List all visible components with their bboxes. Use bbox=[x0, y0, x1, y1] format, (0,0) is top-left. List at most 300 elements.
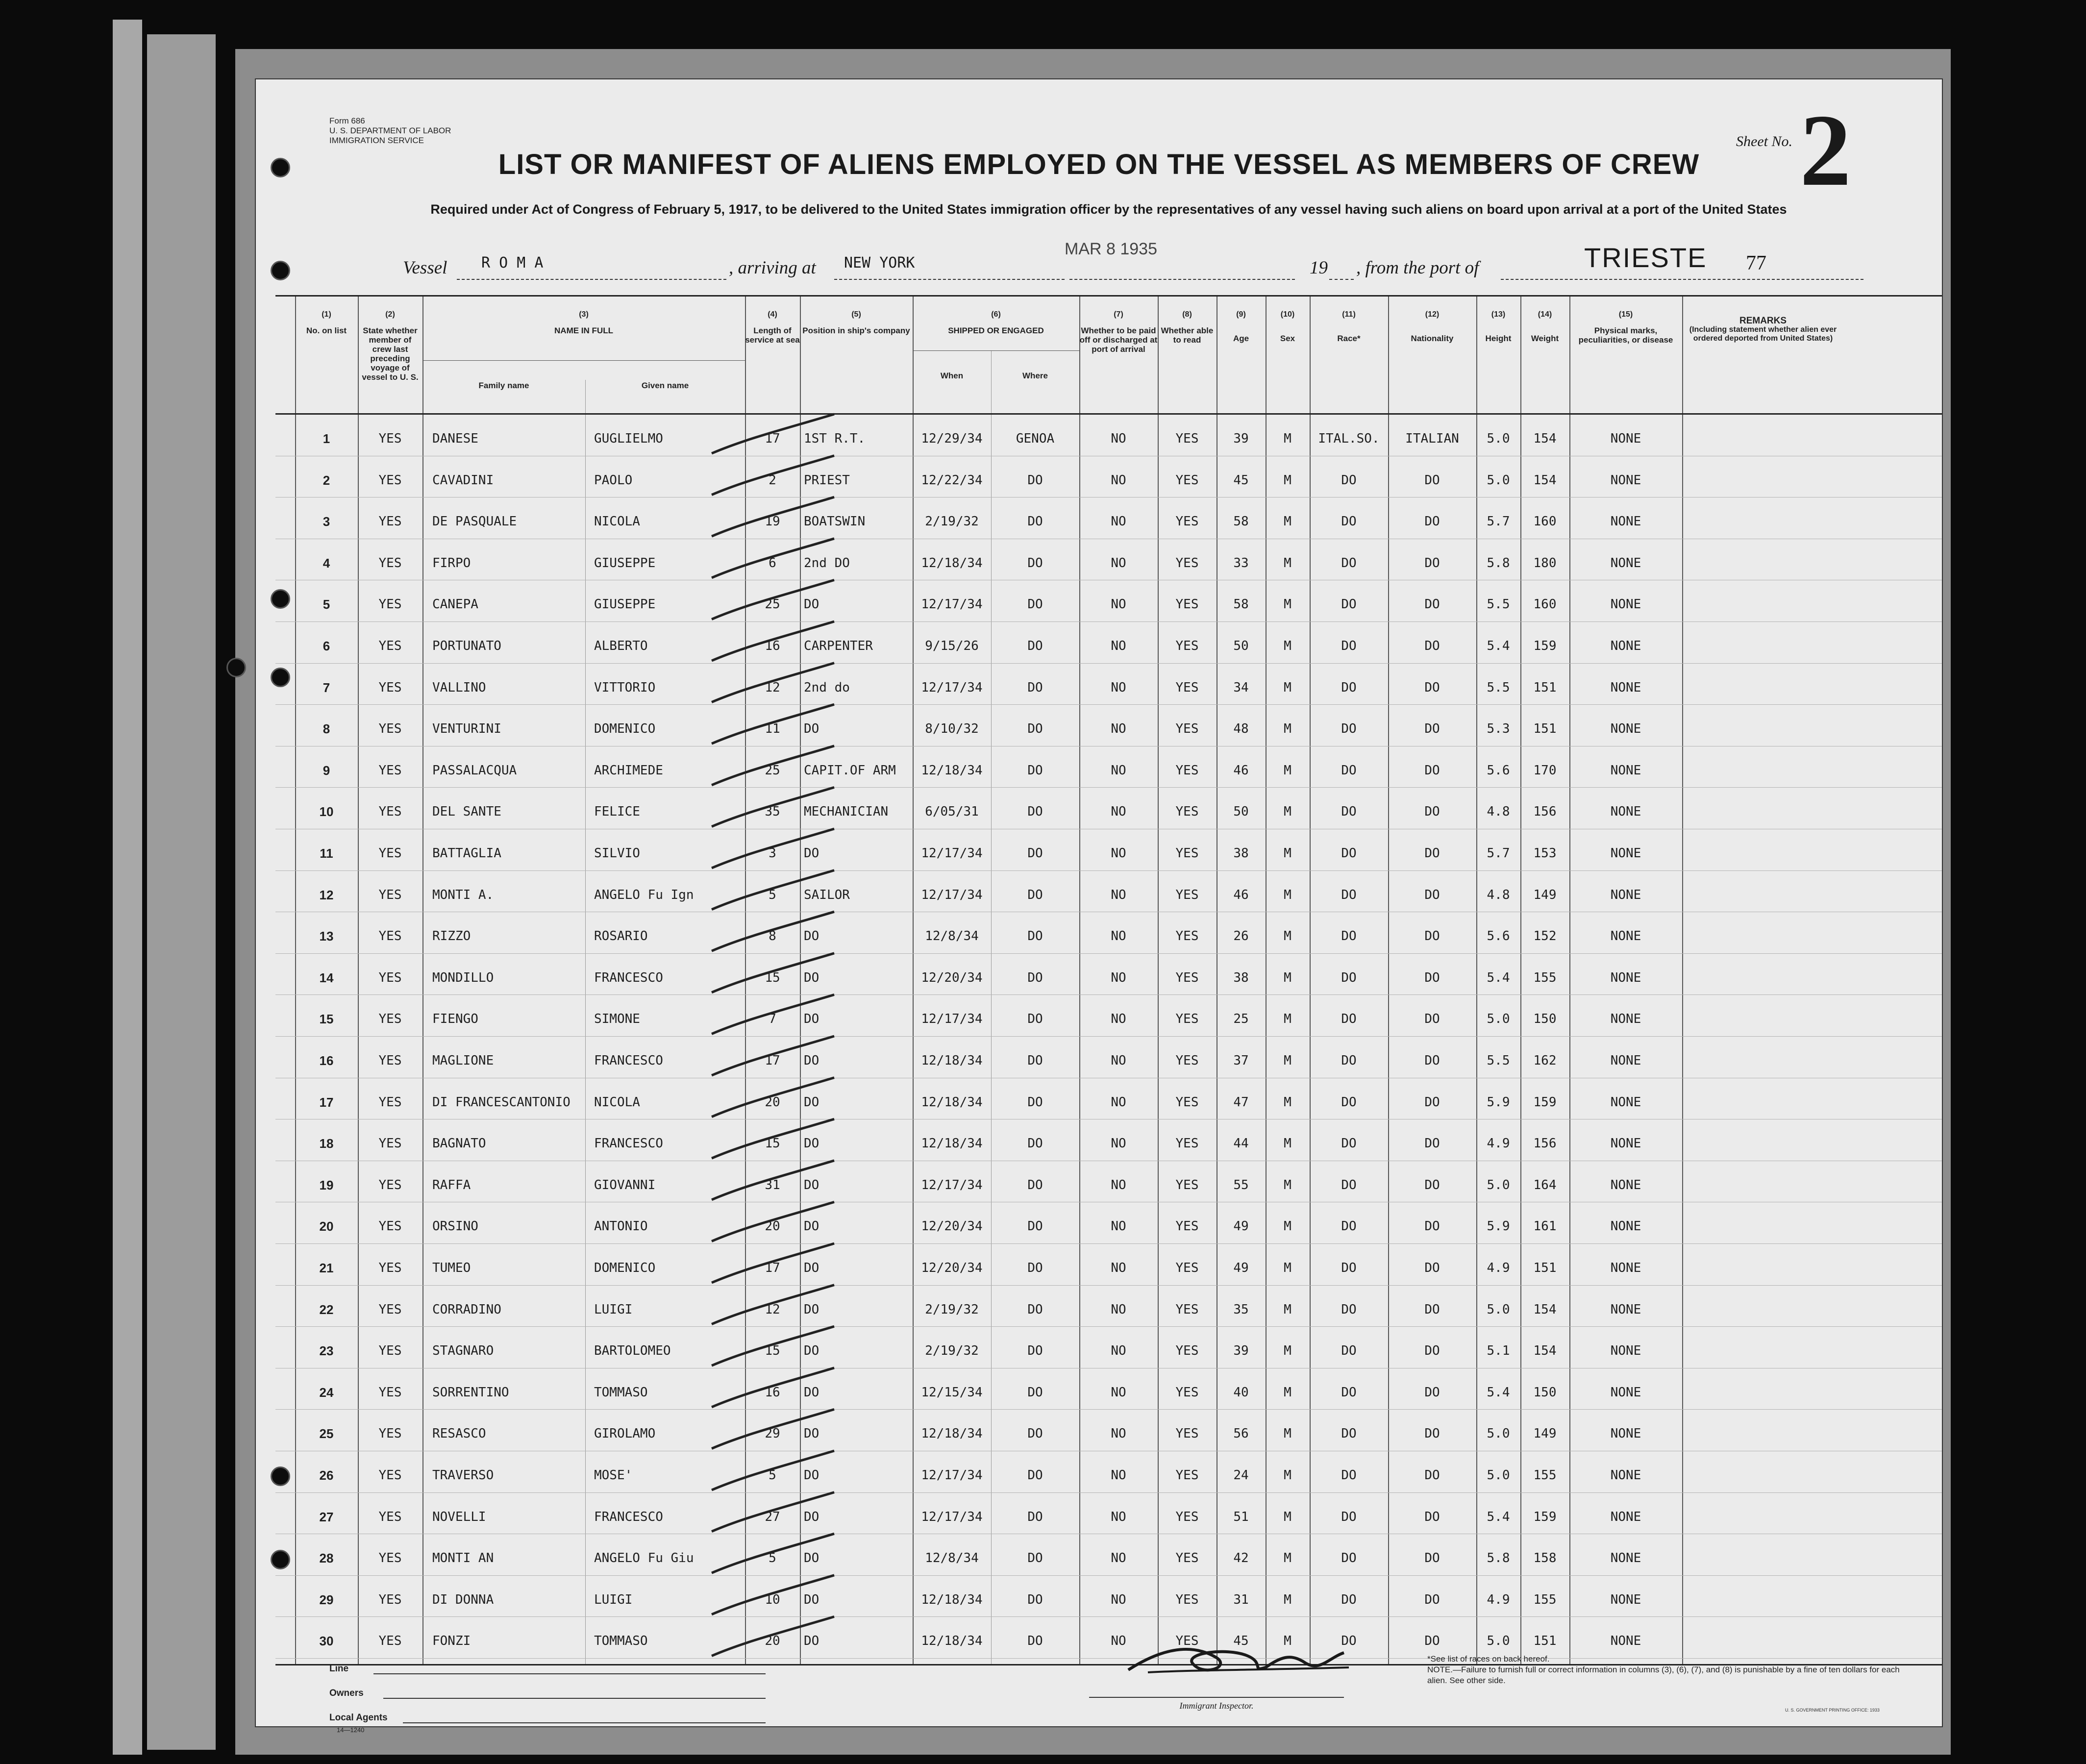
cell-given-name: MOSE' bbox=[594, 1468, 633, 1483]
cell-paid-off: NO bbox=[1111, 680, 1126, 695]
cell-nationality: ITALIAN bbox=[1405, 431, 1459, 446]
cell-able-to-read: YES bbox=[1175, 1634, 1199, 1649]
check-stroke bbox=[712, 994, 834, 1034]
cell-family-name: DANESE bbox=[432, 431, 478, 446]
cell-shipped-when: 6/05/31 bbox=[925, 804, 979, 820]
cell-able-to-read: YES bbox=[1175, 1551, 1199, 1566]
port-number: 77 bbox=[1746, 252, 1766, 274]
cell-shipped-where: DO bbox=[1027, 804, 1043, 820]
cell-age: 40 bbox=[1233, 1385, 1249, 1400]
cell-age: 38 bbox=[1233, 970, 1249, 985]
cell-race: DO bbox=[1341, 887, 1357, 902]
cell-given-name: DOMENICO bbox=[594, 1261, 656, 1275]
cell-able-to-read: YES bbox=[1175, 680, 1199, 695]
header-race: (11) Race* bbox=[1337, 310, 1361, 343]
cell-age: 39 bbox=[1233, 1343, 1249, 1359]
cell-age: 50 bbox=[1233, 639, 1249, 653]
cell-length-of-service: 17 bbox=[765, 1261, 780, 1275]
cell-height: 5.0 bbox=[1487, 1012, 1510, 1027]
cell-able-to-read: YES bbox=[1175, 1012, 1199, 1027]
row-rule bbox=[275, 953, 1942, 954]
cell-position: DO bbox=[804, 1136, 820, 1151]
cell-physical-marks: NONE bbox=[1610, 721, 1641, 737]
cell-sex: M bbox=[1284, 804, 1291, 820]
cell-row-number: 1 bbox=[323, 431, 330, 446]
cell-paid-off: NO bbox=[1111, 1219, 1126, 1234]
cell-race: DO bbox=[1341, 1094, 1357, 1110]
cell-previous-voyage: YES bbox=[378, 1136, 402, 1151]
cell-family-name: VENTURINI bbox=[432, 721, 501, 737]
cell-paid-off: NO bbox=[1111, 597, 1126, 612]
cell-sex: M bbox=[1284, 680, 1291, 695]
year-label: 19 bbox=[1310, 258, 1328, 278]
cell-paid-off: NO bbox=[1111, 1551, 1126, 1566]
cell-length-of-service: 27 bbox=[765, 1509, 780, 1524]
cell-age: 58 bbox=[1233, 514, 1249, 529]
cell-physical-marks: NONE bbox=[1610, 887, 1641, 902]
cell-physical-marks: NONE bbox=[1610, 1551, 1641, 1566]
cell-weight: 154 bbox=[1533, 1302, 1557, 1317]
cell-family-name: MONTI AN bbox=[432, 1551, 494, 1566]
cell-race: DO bbox=[1341, 1012, 1357, 1027]
cell-shipped-where: DO bbox=[1027, 1302, 1043, 1317]
cell-sex: M bbox=[1284, 929, 1291, 944]
cell-height: 4.9 bbox=[1487, 1136, 1510, 1151]
cell-position: DO bbox=[804, 721, 820, 737]
vessel-name: R O M A bbox=[481, 254, 544, 272]
vessel-label: Vessel bbox=[403, 258, 447, 278]
row-rule bbox=[275, 663, 1942, 664]
cell-family-name: RESASCO bbox=[432, 1426, 486, 1441]
races-note: *See list of races on back hereof. bbox=[1427, 1654, 1550, 1664]
cell-weight: 149 bbox=[1533, 887, 1557, 902]
cell-position: DO bbox=[804, 1177, 820, 1193]
cell-able-to-read: YES bbox=[1175, 1468, 1199, 1483]
cell-position: DO bbox=[804, 970, 820, 985]
cell-paid-off: NO bbox=[1111, 1385, 1126, 1400]
cell-shipped-when: 12/8/34 bbox=[925, 929, 979, 944]
cell-row-number: 17 bbox=[319, 1094, 334, 1110]
cell-nationality: DO bbox=[1424, 639, 1440, 653]
header-position: (5) Position in ship's company bbox=[802, 310, 910, 335]
cell-row-number: 6 bbox=[323, 639, 330, 653]
cell-race: DO bbox=[1341, 1219, 1357, 1234]
cell-shipped-where: GENOA bbox=[1016, 431, 1055, 446]
cell-able-to-read: YES bbox=[1175, 804, 1199, 820]
cell-row-number: 10 bbox=[319, 804, 334, 820]
cell-shipped-where: DO bbox=[1027, 555, 1043, 571]
cell-shipped-when: 12/15/34 bbox=[921, 1385, 983, 1400]
cell-nationality: DO bbox=[1424, 929, 1440, 944]
cell-position: DO bbox=[804, 1219, 820, 1234]
cell-row-number: 19 bbox=[319, 1177, 334, 1193]
cell-shipped-when: 9/15/26 bbox=[925, 639, 979, 653]
cell-weight: 151 bbox=[1533, 1634, 1557, 1649]
cell-paid-off: NO bbox=[1111, 1177, 1126, 1193]
cell-race: DO bbox=[1341, 929, 1357, 944]
header-paid-off: (7) Whether to be paid off or discharged at port of arrival bbox=[1079, 310, 1158, 354]
header-able-to-read: (8) Whether able to read bbox=[1161, 310, 1214, 345]
cell-able-to-read: YES bbox=[1175, 1136, 1199, 1151]
cell-age: 55 bbox=[1233, 1177, 1249, 1193]
cell-shipped-where: DO bbox=[1027, 1094, 1043, 1110]
cell-nationality: DO bbox=[1424, 1219, 1440, 1234]
cell-physical-marks: NONE bbox=[1610, 431, 1641, 446]
cell-position: DO bbox=[804, 1094, 820, 1110]
cell-length-of-service: 7 bbox=[769, 1012, 776, 1027]
footer-line-label: Line bbox=[329, 1664, 349, 1674]
cell-sex: M bbox=[1284, 1012, 1291, 1027]
cell-paid-off: NO bbox=[1111, 1012, 1126, 1027]
cell-previous-voyage: YES bbox=[378, 1343, 402, 1359]
cell-family-name: NOVELLI bbox=[432, 1509, 486, 1524]
cell-able-to-read: YES bbox=[1175, 639, 1199, 653]
cell-height: 5.8 bbox=[1487, 555, 1510, 571]
cell-weight: 170 bbox=[1533, 763, 1557, 778]
cell-family-name: STAGNARO bbox=[432, 1343, 494, 1359]
cell-previous-voyage: YES bbox=[378, 1426, 402, 1441]
cell-sex: M bbox=[1284, 1343, 1291, 1359]
cell-given-name: DOMENICO bbox=[594, 721, 656, 737]
footer-agents-label: Local Agents bbox=[329, 1713, 388, 1723]
cell-sex: M bbox=[1284, 970, 1291, 985]
cell-height: 4.8 bbox=[1487, 887, 1510, 902]
cell-previous-voyage: YES bbox=[378, 970, 402, 985]
cell-family-name: TRAVERSO bbox=[432, 1468, 494, 1483]
cell-length-of-service: 17 bbox=[765, 1053, 780, 1068]
cell-previous-voyage: YES bbox=[378, 1012, 402, 1027]
check-stroke bbox=[712, 414, 834, 453]
header-age: (9) Age bbox=[1233, 310, 1249, 343]
cell-nationality: DO bbox=[1424, 1012, 1440, 1027]
cell-sex: M bbox=[1284, 1426, 1291, 1441]
cell-physical-marks: NONE bbox=[1610, 1343, 1641, 1359]
cell-race: DO bbox=[1341, 721, 1357, 737]
cell-nationality: DO bbox=[1424, 1343, 1440, 1359]
cell-shipped-where: DO bbox=[1027, 1012, 1043, 1027]
cell-height: 5.4 bbox=[1487, 1385, 1510, 1400]
cell-age: 47 bbox=[1233, 1094, 1249, 1110]
cell-family-name: ORSINO bbox=[432, 1219, 478, 1234]
cell-position: DO bbox=[804, 846, 820, 861]
cell-shipped-when: 12/22/34 bbox=[921, 472, 983, 488]
cell-sex: M bbox=[1284, 514, 1291, 529]
cell-shipped-when: 12/20/34 bbox=[921, 1219, 983, 1234]
cell-sex: M bbox=[1284, 763, 1291, 778]
cell-shipped-when: 12/18/34 bbox=[921, 1053, 983, 1068]
penalty-note: NOTE.—Failure to furnish full or correct information in columns (3), (6), (7), and (8) is punishable by a fine of ten dollars for each alien. See other side. bbox=[1427, 1665, 1900, 1685]
cell-length-of-service: 19 bbox=[765, 514, 780, 529]
cell-row-number: 28 bbox=[319, 1551, 334, 1566]
form-number: Form 686 bbox=[329, 116, 365, 125]
cell-length-of-service: 31 bbox=[765, 1177, 780, 1193]
cell-physical-marks: NONE bbox=[1610, 1261, 1641, 1275]
header-weight: (14) Weight bbox=[1531, 310, 1559, 343]
cell-age: 39 bbox=[1233, 431, 1249, 446]
cell-family-name: PORTUNATO bbox=[432, 639, 501, 653]
cell-length-of-service: 15 bbox=[765, 1343, 780, 1359]
cell-age: 50 bbox=[1233, 804, 1249, 820]
cell-previous-voyage: YES bbox=[378, 1177, 402, 1193]
cell-length-of-service: 5 bbox=[769, 1551, 776, 1566]
cell-height: 5.0 bbox=[1487, 431, 1510, 446]
cell-shipped-where: DO bbox=[1027, 763, 1043, 778]
cell-able-to-read: YES bbox=[1175, 1053, 1199, 1068]
cell-weight: 152 bbox=[1533, 929, 1557, 944]
cell-paid-off: NO bbox=[1111, 1094, 1126, 1110]
row-rule bbox=[275, 621, 1942, 622]
cell-height: 5.6 bbox=[1487, 763, 1510, 778]
cell-sex: M bbox=[1284, 639, 1291, 653]
cell-height: 5.0 bbox=[1487, 472, 1510, 488]
cell-length-of-service: 15 bbox=[765, 1136, 780, 1151]
cell-height: 4.9 bbox=[1487, 1261, 1510, 1275]
cell-shipped-where: DO bbox=[1027, 639, 1043, 653]
cell-weight: 156 bbox=[1533, 804, 1557, 820]
cell-shipped-where: DO bbox=[1027, 1136, 1043, 1151]
cell-race: DO bbox=[1341, 1177, 1357, 1193]
cell-physical-marks: NONE bbox=[1610, 1012, 1641, 1027]
cell-row-number: 23 bbox=[319, 1343, 334, 1359]
cell-sex: M bbox=[1284, 1302, 1291, 1317]
cell-family-name: MAGLIONE bbox=[432, 1053, 494, 1068]
cell-paid-off: NO bbox=[1111, 846, 1126, 861]
cell-weight: 154 bbox=[1533, 1343, 1557, 1359]
cell-given-name: LUIGI bbox=[594, 1592, 633, 1607]
cell-age: 45 bbox=[1233, 1634, 1249, 1649]
cell-given-name: GIOVANNI bbox=[594, 1177, 656, 1193]
cell-height: 5.4 bbox=[1487, 1509, 1510, 1524]
cell-given-name: SIMONE bbox=[594, 1012, 640, 1027]
cell-shipped-when: 12/18/34 bbox=[921, 1426, 983, 1441]
cell-shipped-when: 12/17/34 bbox=[921, 680, 983, 695]
cell-given-name: TOMMASO bbox=[594, 1385, 648, 1400]
cell-paid-off: NO bbox=[1111, 431, 1126, 446]
check-stroke bbox=[712, 787, 834, 826]
cell-age: 58 bbox=[1233, 597, 1249, 612]
cell-row-number: 9 bbox=[323, 763, 330, 778]
cell-age: 46 bbox=[1233, 887, 1249, 902]
cell-length-of-service: 11 bbox=[765, 721, 780, 737]
cell-shipped-when: 12/18/34 bbox=[921, 1136, 983, 1151]
cell-race: DO bbox=[1341, 1634, 1357, 1649]
cell-able-to-read: YES bbox=[1175, 846, 1199, 861]
cell-able-to-read: YES bbox=[1175, 1592, 1199, 1607]
check-stroke bbox=[712, 1078, 834, 1117]
cell-previous-voyage: YES bbox=[378, 1053, 402, 1068]
cell-previous-voyage: YES bbox=[378, 472, 402, 488]
cell-given-name: BARTOLOMEO bbox=[594, 1343, 671, 1359]
cell-shipped-when: 12/17/34 bbox=[921, 887, 983, 902]
cell-given-name: TOMMASO bbox=[594, 1634, 648, 1649]
cell-given-name: FRANCESCO bbox=[594, 1136, 663, 1151]
cell-nationality: DO bbox=[1424, 1094, 1440, 1110]
cell-shipped-where: DO bbox=[1027, 1385, 1043, 1400]
check-stroke bbox=[712, 953, 834, 993]
cell-row-number: 11 bbox=[320, 846, 333, 861]
cell-sex: M bbox=[1284, 1385, 1291, 1400]
cell-nationality: DO bbox=[1424, 970, 1440, 985]
cell-age: 42 bbox=[1233, 1551, 1249, 1566]
cell-sex: M bbox=[1284, 1551, 1291, 1566]
cell-paid-off: NO bbox=[1111, 1136, 1126, 1151]
cell-physical-marks: NONE bbox=[1610, 1302, 1641, 1317]
cell-paid-off: NO bbox=[1111, 929, 1126, 944]
header-shipped-when: When bbox=[940, 371, 964, 380]
check-stroke bbox=[712, 580, 834, 619]
cell-position: DO bbox=[804, 1551, 820, 1566]
cell-given-name: GIUSEPPE bbox=[594, 597, 656, 612]
cell-previous-voyage: YES bbox=[378, 763, 402, 778]
cell-race: DO bbox=[1341, 1343, 1357, 1359]
cell-nationality: DO bbox=[1424, 887, 1440, 902]
cell-position: DO bbox=[804, 1509, 820, 1524]
header-shipped-or-engaged: (6) SHIPPED OR ENGAGED bbox=[948, 310, 1044, 335]
cell-given-name: VITTORIO bbox=[594, 680, 656, 695]
inspector-signature bbox=[1118, 1623, 1373, 1687]
cell-previous-voyage: YES bbox=[378, 804, 402, 820]
cell-nationality: DO bbox=[1424, 1302, 1440, 1317]
form-service: IMMIGRATION SERVICE bbox=[329, 136, 424, 145]
check-stroke bbox=[712, 1036, 834, 1075]
cell-physical-marks: NONE bbox=[1610, 1177, 1641, 1193]
cell-race: DO bbox=[1341, 1509, 1357, 1524]
cell-race: DO bbox=[1341, 763, 1357, 778]
cell-age: 49 bbox=[1233, 1219, 1249, 1234]
cell-previous-voyage: YES bbox=[378, 555, 402, 571]
cell-age: 37 bbox=[1233, 1053, 1249, 1068]
cell-physical-marks: NONE bbox=[1610, 1136, 1641, 1151]
cell-weight: 159 bbox=[1533, 639, 1557, 653]
cell-height: 5.7 bbox=[1487, 846, 1510, 861]
cell-weight: 150 bbox=[1533, 1012, 1557, 1027]
cell-age: 26 bbox=[1233, 929, 1249, 944]
cell-able-to-read: YES bbox=[1175, 1509, 1199, 1524]
crew-manifest-table bbox=[275, 295, 1942, 1665]
cell-paid-off: NO bbox=[1111, 1343, 1126, 1359]
cell-nationality: DO bbox=[1424, 1468, 1440, 1483]
cell-physical-marks: NONE bbox=[1610, 514, 1641, 529]
cell-sex: M bbox=[1284, 555, 1291, 571]
cell-sex: M bbox=[1284, 1592, 1291, 1607]
cell-row-number: 18 bbox=[319, 1136, 334, 1151]
cell-race: DO bbox=[1341, 1385, 1357, 1400]
cell-race: DO bbox=[1341, 1551, 1357, 1566]
cell-able-to-read: YES bbox=[1175, 887, 1199, 902]
cell-length-of-service: 15 bbox=[765, 970, 780, 985]
header-family-name: Family name bbox=[478, 381, 529, 390]
check-stroke bbox=[712, 539, 834, 578]
cell-paid-off: NO bbox=[1111, 721, 1126, 737]
cell-row-number: 27 bbox=[319, 1509, 334, 1524]
header-physical-marks: (15) Physical marks, peculiarities, or disease bbox=[1578, 310, 1673, 345]
cell-nationality: DO bbox=[1424, 846, 1440, 861]
cell-paid-off: NO bbox=[1111, 472, 1126, 488]
cell-shipped-when: 12/17/34 bbox=[921, 1468, 983, 1483]
cell-family-name: FIRPO bbox=[432, 555, 471, 571]
cell-family-name: RIZZO bbox=[432, 929, 471, 944]
cell-family-name: MONDILLO bbox=[432, 970, 494, 985]
cell-paid-off: NO bbox=[1111, 763, 1126, 778]
cell-family-name: VALLINO bbox=[432, 680, 486, 695]
cell-given-name: ANGELO Fu Giu bbox=[594, 1551, 694, 1566]
header-sex: (10) Sex bbox=[1280, 310, 1295, 343]
cell-shipped-where: DO bbox=[1027, 472, 1043, 488]
cell-weight: 153 bbox=[1533, 846, 1557, 861]
cell-paid-off: NO bbox=[1111, 1468, 1126, 1483]
from-port-label: , from the port of bbox=[1356, 258, 1479, 278]
check-stroke bbox=[712, 1119, 834, 1158]
binder-hole bbox=[226, 658, 246, 677]
cell-race: DO bbox=[1341, 1261, 1357, 1275]
cell-race: DO bbox=[1341, 1592, 1357, 1607]
cell-height: 5.6 bbox=[1487, 929, 1510, 944]
check-stroke bbox=[712, 1492, 834, 1532]
cell-previous-voyage: YES bbox=[378, 1468, 402, 1483]
cell-shipped-when: 12/18/34 bbox=[921, 1094, 983, 1110]
cell-sex: M bbox=[1284, 431, 1291, 446]
cell-given-name: GUGLIELMO bbox=[594, 431, 663, 446]
cell-given-name: ROSARIO bbox=[594, 929, 648, 944]
cell-height: 5.5 bbox=[1487, 1053, 1510, 1068]
row-rule bbox=[275, 1616, 1942, 1617]
cell-physical-marks: NONE bbox=[1610, 763, 1641, 778]
cell-previous-voyage: YES bbox=[378, 721, 402, 737]
cell-weight: 154 bbox=[1533, 431, 1557, 446]
cell-shipped-when: 12/17/34 bbox=[921, 1012, 983, 1027]
cell-shipped-when: 12/20/34 bbox=[921, 970, 983, 985]
cell-family-name: TUMEO bbox=[432, 1261, 471, 1275]
cell-row-number: 2 bbox=[323, 472, 330, 488]
cell-position: DO bbox=[804, 1012, 820, 1027]
cell-length-of-service: 8 bbox=[769, 929, 776, 944]
cell-position: BOATSWIN bbox=[804, 514, 866, 529]
cell-physical-marks: NONE bbox=[1610, 804, 1641, 820]
cell-height: 5.0 bbox=[1487, 1634, 1510, 1649]
cell-shipped-where: DO bbox=[1027, 680, 1043, 695]
cell-previous-voyage: YES bbox=[378, 597, 402, 612]
cell-position: DO bbox=[804, 1302, 820, 1317]
page-subtitle: Required under Act of Congress of February 5, 1917, to be delivered to the United States immigration officer by the representatives of any vessel having such aliens on board upon arrival at a port of the United States bbox=[430, 202, 1787, 217]
cell-shipped-when: 12/20/34 bbox=[921, 1261, 983, 1275]
cell-length-of-service: 12 bbox=[765, 1302, 780, 1317]
cell-shipped-where: DO bbox=[1027, 514, 1043, 529]
cell-row-number: 25 bbox=[319, 1426, 334, 1441]
cell-shipped-where: DO bbox=[1027, 929, 1043, 944]
cell-length-of-service: 20 bbox=[765, 1219, 780, 1234]
cell-previous-voyage: YES bbox=[378, 1509, 402, 1524]
date-stamp: MAR 8 1935 bbox=[1065, 240, 1157, 258]
cell-given-name: FRANCESCO bbox=[594, 970, 663, 985]
cell-given-name: ANGELO Fu Ign bbox=[594, 887, 694, 902]
cell-weight: 155 bbox=[1533, 1592, 1557, 1607]
cell-given-name: ANTONIO bbox=[594, 1219, 648, 1234]
cell-age: 34 bbox=[1233, 680, 1249, 695]
row-rule bbox=[275, 870, 1942, 871]
cell-age: 51 bbox=[1233, 1509, 1249, 1524]
cell-age: 31 bbox=[1233, 1592, 1249, 1607]
cell-position: DO bbox=[804, 1343, 820, 1359]
header-height: (13) Height bbox=[1485, 310, 1512, 343]
cell-previous-voyage: YES bbox=[378, 1592, 402, 1607]
cell-family-name: SORRENTINO bbox=[432, 1385, 509, 1400]
vessel-line bbox=[403, 240, 1849, 283]
cell-previous-voyage: YES bbox=[378, 846, 402, 861]
cell-row-number: 8 bbox=[323, 721, 330, 737]
cell-shipped-where: DO bbox=[1027, 597, 1043, 612]
cell-position: DO bbox=[804, 1468, 820, 1483]
film-edge-strip bbox=[113, 20, 142, 1755]
